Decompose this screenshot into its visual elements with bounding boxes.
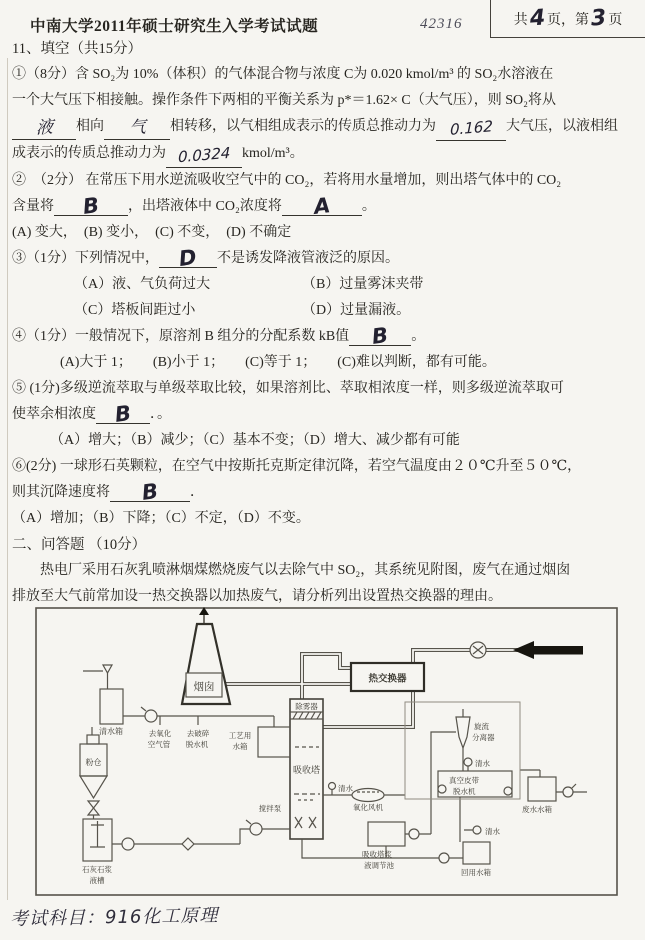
water-pump-symbol: [145, 710, 157, 722]
page-number-handwritten: 3: [590, 4, 608, 32]
q3-answer: D: [177, 245, 199, 271]
vacuum-belt-label-1: 真空皮带: [449, 776, 479, 785]
q2-line2: [12, 194, 637, 220]
clean-water-label-1: 清水: [475, 759, 490, 768]
q4-line1: [12, 324, 637, 350]
q2-seg1: 含量将: [12, 199, 54, 214]
q2-seg2: ，出塔液体中 CO₂浓度将: [128, 199, 282, 214]
slurry-pump-symbol: [122, 838, 134, 850]
waste-water-tank-label: 废水水箱: [522, 805, 552, 814]
q5-seg1: 使萃余相浓度: [12, 407, 96, 422]
process-water-label-1: 工艺用: [228, 731, 252, 740]
adjust-tank-pump-symbol: [409, 829, 419, 839]
q2-line1: ② （2分） 在常压下用水逆流吸收空气中的 CO₂，若将用水量增加，则出塔气体中的 CO₂: [12, 173, 562, 188]
q3-option-d: （D）过量漏液。: [302, 303, 411, 318]
q1-answer-2: 气: [128, 117, 146, 139]
slurry-adjust-tank: [362, 822, 419, 870]
q4-seg2: 。: [411, 329, 426, 344]
process-flow-diagram: [35, 607, 618, 897]
q2-options: (A) 变大， (B) 变小， (C) 不变， (D) 不确定: [12, 225, 292, 240]
limestone-slurry-tank: [82, 819, 194, 885]
clean-water-valve-2: [473, 826, 481, 834]
q5-options: （A）增大；（B）减少；（C）基本不变；（D）增大、减少都有可能: [50, 433, 460, 448]
q5-line1: ⑤ (1分)多级逆流萃取与单级萃取比较，如果溶剂比、萃取相浓度一样，则多级逆流萃取可: [12, 381, 564, 396]
q4-seg1: ④（1分）一般情况下，原溶剂 B 组分的分配系数 kB值: [12, 329, 350, 344]
qa-para-line1: 热电厂采用石灰乳喷淋烟煤燃烧废气以去除气中 SO₂，其系统见附图，废气在通过烟囱: [40, 563, 571, 578]
q2-answer-1: B: [81, 193, 101, 219]
adjust-tank-label-2: 液调节池: [364, 861, 394, 870]
q3-options-row1: [12, 272, 637, 298]
demister-label: 除雾器: [295, 702, 318, 711]
valve-symbol: [182, 838, 194, 850]
section-qa-heading: 二、问答题 （10分）: [12, 537, 147, 553]
vacuum-belt-label-2: 脱水机: [453, 787, 476, 796]
q6-line2: [12, 480, 637, 506]
q1-seg5: kmol/m³。: [242, 146, 304, 161]
q3-seg2: 不是诱发降液管液泛的原因。: [217, 251, 399, 266]
to-crusher-label-1: 去破碎: [186, 729, 210, 738]
oxidation-fan-label: 氧化风机: [353, 803, 383, 812]
q1-seg2: 相转移，以气相组成表示的传质总推动力为: [170, 119, 436, 134]
waste-water-tank: [522, 777, 576, 814]
q1-answer-1: 液: [35, 117, 53, 139]
q1-line3: [12, 114, 637, 141]
q1-answer-3: 0.162: [449, 117, 493, 139]
reuse-water-tank: [439, 842, 491, 877]
booster-fan-symbol: [470, 642, 486, 658]
process-lines: [83, 671, 587, 858]
heat-exchanger-label: 热交换器: [368, 674, 407, 685]
q2-seg3: 。: [361, 199, 376, 214]
pages-post: 页: [608, 12, 623, 28]
q1-blank-3: [436, 117, 506, 141]
page-count-box: [490, 0, 645, 38]
q1-line2: 一个大气压下相接触。操作条件下两相的平衡关系为 p*＝1.62× C（大气压），则 SO₂将从: [12, 93, 557, 108]
clean-water-label-3: 清水: [338, 784, 353, 793]
exam-body: [12, 36, 637, 610]
qa-para-line2: 排放至大气前常加设一热交换器以加热废气，请分析列出设置热交换器的理由。: [12, 589, 502, 604]
q2-answer-2: A: [312, 193, 332, 219]
absorber-tower-shape: [290, 699, 323, 839]
q4-options: (A)大于 1； (B)小于 1； (C)等于 1； (C)难以判断，都有可能。: [60, 355, 496, 370]
to-oxidation-air-label-2: 空气管: [147, 740, 171, 749]
exam-code: 42316: [420, 16, 463, 32]
q5-line2: [12, 402, 637, 428]
limestone-tank-label-2: 液槽: [89, 876, 105, 885]
q1-seg4: 成表示的传质总推动力为: [12, 146, 166, 161]
oxidation-fan: [329, 783, 385, 813]
q1-seg1: 相向: [76, 119, 104, 134]
clean-water-valve-1: [464, 758, 472, 766]
q3-option-a: （A）液、气负荷过大: [74, 277, 211, 292]
q3-option-c: （C）塔板间距过小: [74, 303, 196, 318]
q3-seg1: ③（1分）下列情况中，: [12, 251, 159, 266]
waste-water-pump-symbol: [563, 787, 573, 797]
q1-blank-4: [166, 143, 242, 168]
q1-seg3: 大气压，以液相组: [506, 119, 618, 134]
q3-option-b: （B）过量雾沫夹带: [302, 277, 424, 292]
q6-options: （A）增加；（B）下降；（C）不定，（D）不变。: [12, 511, 310, 526]
q1-answer-4: 0.0324: [177, 143, 231, 167]
chimney-shape: [182, 607, 230, 704]
powder-silo-label: 粉仓: [85, 758, 102, 767]
absorber-label: 吸收塔: [292, 765, 321, 775]
exam-subject-line: 考试科目：916化工原理: [9, 905, 219, 930]
section-fill-heading: 11、填空（共15分）: [12, 41, 142, 57]
q1-line1: ①（8分）含 SO₂为 10%（体积）的气体混合物与浓度 C为 0.020 kmol/m³ 的 SO₂水溶液在: [12, 67, 554, 82]
pages-pre: 共: [513, 12, 528, 28]
q6-line1: ⑥(2分) 一球形石英颗粒，在空气中按斯托克斯定律沉降，若空气温度由２０℃升至５０℃，: [12, 459, 582, 474]
page-title: 中南大学2011年硕士研究生入学考试试题: [30, 18, 319, 35]
q5-blank: [96, 401, 150, 427]
q4-blank: [349, 323, 411, 349]
process-water-label-2: 水箱: [232, 742, 248, 751]
clean-water-tank-label: 清水箱: [99, 727, 123, 736]
flue-gas-inlet-arrow: [513, 641, 583, 659]
q3-options-row2: [12, 298, 637, 324]
limestone-tank-label-1: 石灰石浆: [82, 865, 112, 874]
to-crusher-label-2: 脱水机: [185, 740, 209, 749]
q2-blank-2: [282, 193, 362, 219]
q4-answer: B: [370, 323, 390, 349]
q5-answer: B: [113, 401, 133, 427]
pages-mid: 页，第: [547, 12, 589, 28]
q1-blank-2: [104, 117, 170, 140]
q6-answer: B: [140, 479, 160, 505]
clean-water-label-2: 清水: [485, 827, 500, 836]
q6-seg1: 则其沉降速度将: [12, 485, 110, 500]
reuse-water-tank-label: 回用水箱: [461, 868, 491, 877]
cyclone-label-2: 分离器: [472, 733, 495, 742]
reuse-water-pump-symbol: [439, 853, 449, 863]
q3-blank: [159, 245, 217, 271]
powder-silo: [80, 735, 107, 815]
q5-seg2: ．。: [150, 407, 171, 422]
chimney-label: 烟囱: [193, 682, 215, 693]
total-pages-handwritten: 4: [528, 4, 546, 32]
agitator-pump-label: 搅拌泵: [258, 804, 282, 813]
q6-seg2: ．: [190, 485, 204, 500]
q3-line1: [12, 246, 637, 272]
process-water-tank-shape: [258, 727, 290, 757]
cyclone-label-1: 旋流: [474, 722, 489, 731]
vacuum-belt-dewaterer: [438, 771, 512, 797]
q1-blank-1: [12, 117, 76, 140]
q2-blank-1: [54, 193, 128, 219]
q1-line4: [12, 141, 637, 168]
cyclone-separator: [456, 717, 495, 748]
q6-blank: [110, 479, 190, 505]
agitator-pump: [246, 803, 282, 835]
clean-water-valve-3: [329, 783, 336, 790]
to-oxidation-air-label-1: 去氧化: [148, 729, 172, 738]
adjust-tank-label-1: 吸收塔浆: [362, 850, 392, 859]
heat-exchanger-box: [351, 663, 424, 691]
